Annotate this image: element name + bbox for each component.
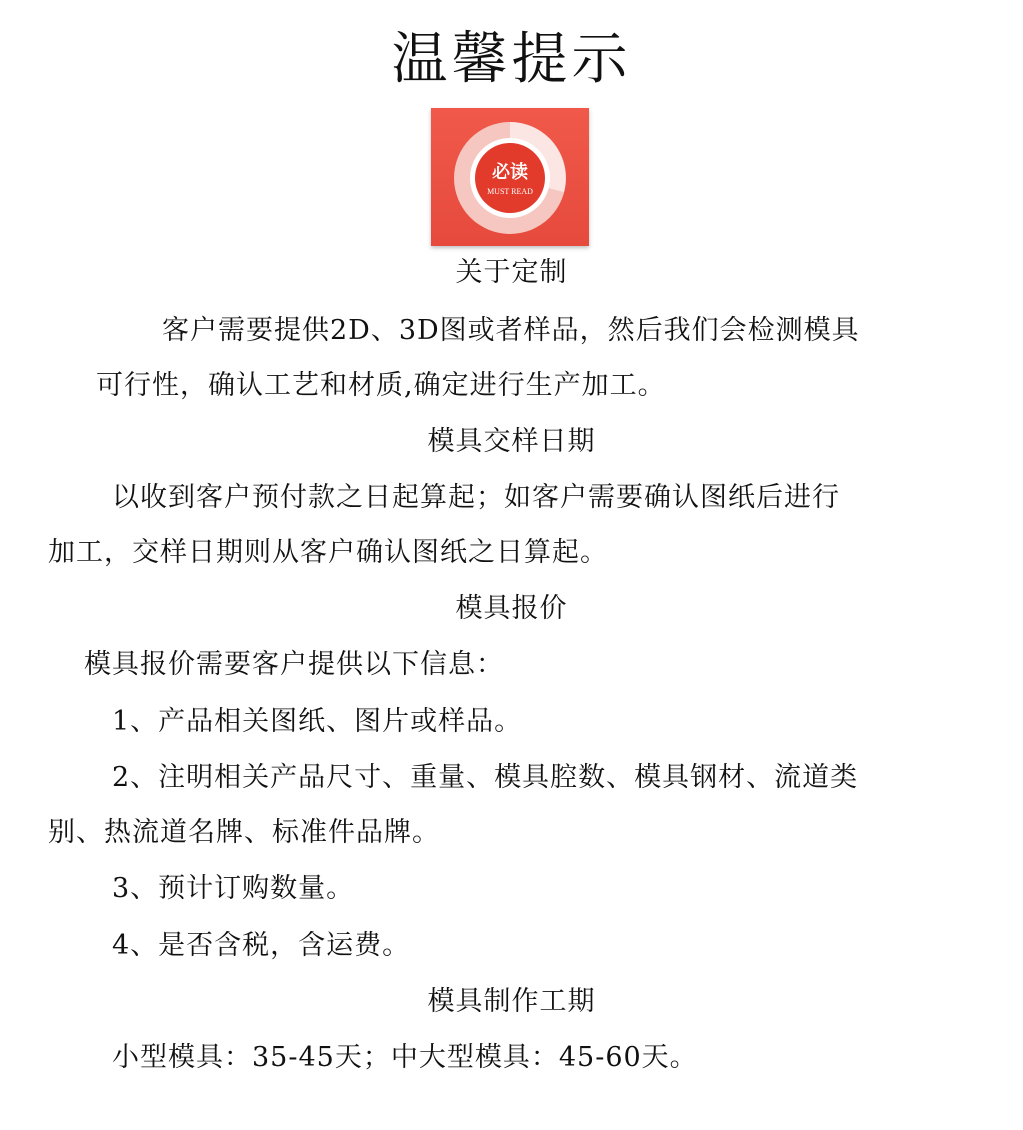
section-heading-production: 模具制作工期 [427,986,596,1017]
sample-date-line-1: 以收到客户预付款之日起算起；如客户需要确认图纸后进行 [112,482,840,513]
section-heading-customization: 关于定制 [455,257,568,288]
badge-main-text: 必读 [492,162,528,183]
production-line-1: 小型模具：35-45天；中大型模具：45-60天。 [112,1042,698,1073]
quotation-item-2-line-2: 别、热流道名牌、标准件品牌。 [48,817,440,848]
quotation-item-1: 1、产品相关图纸、图片或样品。 [112,706,523,737]
section-heading-quotation: 模具报价 [455,593,568,624]
section-heading-sample-date: 模具交样日期 [427,426,596,457]
sample-date-line-2: 加工，交样日期则从客户确认图纸之日算起。 [48,537,608,568]
page-title: 温馨提示 [391,27,632,92]
customization-line-2: 可行性，确认工艺和材质,确定进行生产加工。 [96,370,666,401]
must-read-ring-graphic [431,108,589,246]
quotation-item-4: 4、是否含税，含运费。 [112,930,411,961]
quotation-item-3: 3、预计订购数量。 [112,873,355,904]
badge-sub-text: MUST READ [487,187,533,196]
quotation-intro: 模具报价需要客户提供以下信息： [84,649,504,680]
must-read-badge-icon [431,108,589,246]
quotation-item-2-line-1: 2、注明相关产品尺寸、重量、模具腔数、模具钢材、流道类 [112,762,859,793]
customization-line-1: 客户需要提供2D、3D图或者样品，然后我们会检测模具 [162,315,860,346]
